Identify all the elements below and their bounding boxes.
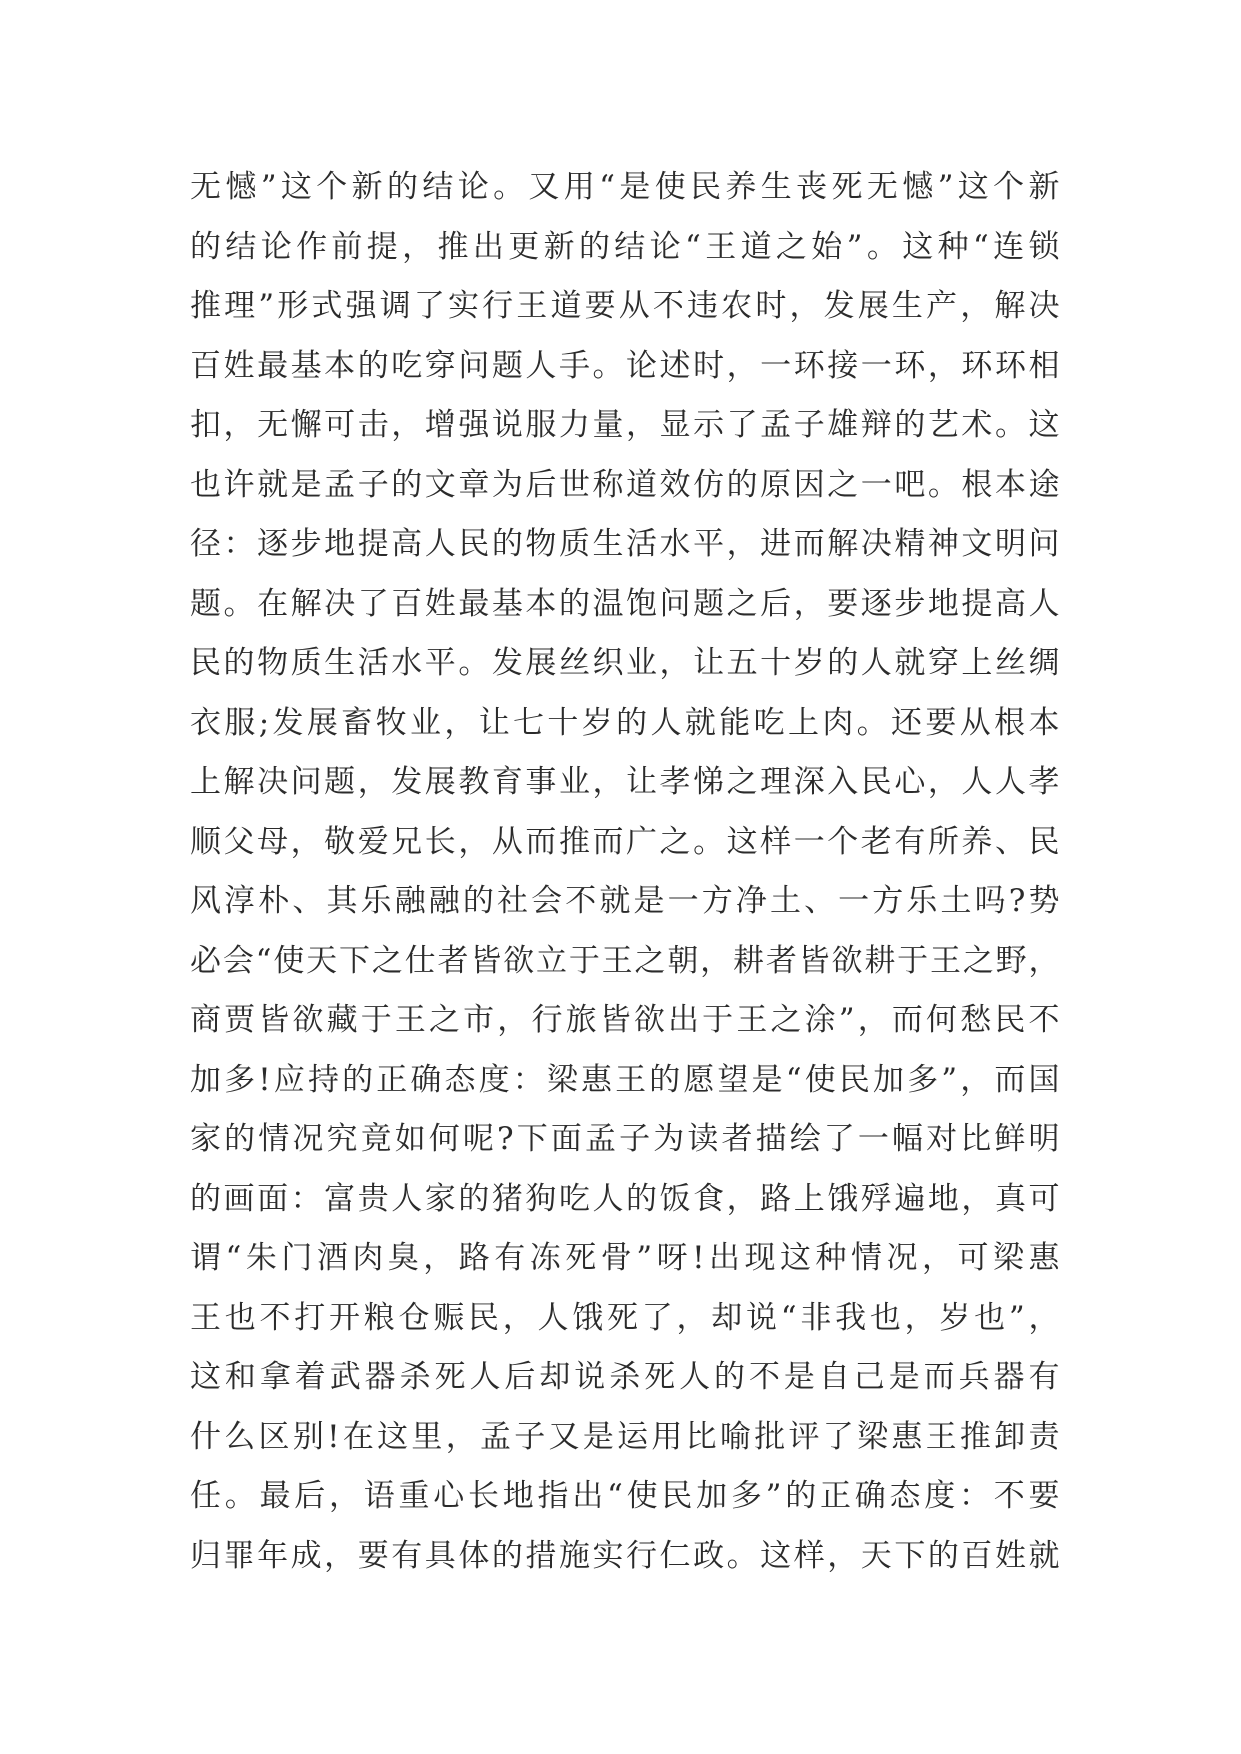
- text-line: 的结论作前提，推出更新的结论“王道之始”。这种“连锁: [190, 228, 1060, 265]
- text-line: 无憾”这个新的结论。又用“是使民养生丧死无憾”这个新: [190, 169, 1060, 205]
- text-line: 风淳朴、其乐融融的社会不就是一方净土、一方乐土吗?势: [190, 883, 1060, 919]
- text-line: 题。在解决了百姓最基本的温饱问题之后，要逐步地提高人: [190, 585, 1060, 622]
- text-line: 什么区别!在这里，孟子又是运用比喻批评了梁惠王推卸责: [190, 1418, 1060, 1455]
- text-line: 任。最后，语重心长地指出“使民加多”的正确态度：不要: [190, 1478, 1060, 1514]
- text-line: 也许就是孟子的文章为后世称道效仿的原因之一吧。根本途: [190, 466, 1060, 503]
- text-line: 家的情况究竟如何呢?下面孟子为读者描绘了一幅对比鲜明: [190, 1121, 1060, 1157]
- text-line: 推理”形式强调了实行王道要从不违农时，发展生产，解决: [190, 288, 1060, 324]
- text-line: 径：逐步地提高人民的物质生活水平，进而解决精神文明问: [190, 526, 1060, 562]
- text-line: 顺父母，敬爱兄长，从而推而广之。这样一个老有所养、民: [190, 823, 1060, 860]
- body-paragraph: [190, 158, 1060, 1586]
- text-line: 民的物质生活水平。发展丝织业，让五十岁的人就穿上丝绸: [190, 645, 1060, 681]
- text-line: 王也不打开粮仓赈民，人饿死了，却说“非我也，岁也”，: [190, 1299, 1060, 1336]
- text-line: 的画面：富贵人家的猪狗吃人的饭食，路上饿殍遍地，真可: [190, 1180, 1060, 1217]
- text-line: 这和拿着武器杀死人后却说杀死人的不是自己是而兵器有: [190, 1359, 1060, 1395]
- text-line: 谓“朱门酒肉臭，路有冻死骨”呀!出现这种情况，可梁惠: [190, 1240, 1060, 1276]
- text-line: 百姓最基本的吃穿问题人手。论述时，一环接一环，环环相: [190, 347, 1060, 384]
- text-line: 衣服;发展畜牧业，让七十岁的人就能吃上肉。还要从根本: [190, 704, 1060, 741]
- text-line: 加多!应持的正确态度：梁惠王的愿望是“使民加多”，而国: [190, 1061, 1060, 1098]
- text-line: 必会“使天下之仕者皆欲立于王之朝，耕者皆欲耕于王之野，: [190, 942, 1060, 979]
- text-line: 扣，无懈可击，增强说服力量，显示了孟子雄辩的艺术。这: [190, 407, 1060, 443]
- text-line: 归罪年成，要有具体的措施实行仁政。这样，天下的百姓就: [190, 1537, 1060, 1574]
- text-line: 商贾皆欲藏于王之市，行旅皆欲出于王之涂”，而何愁民不: [190, 1002, 1060, 1038]
- text-line: 上解决问题，发展教育事业，让孝悌之理深入民心，人人孝: [190, 764, 1060, 800]
